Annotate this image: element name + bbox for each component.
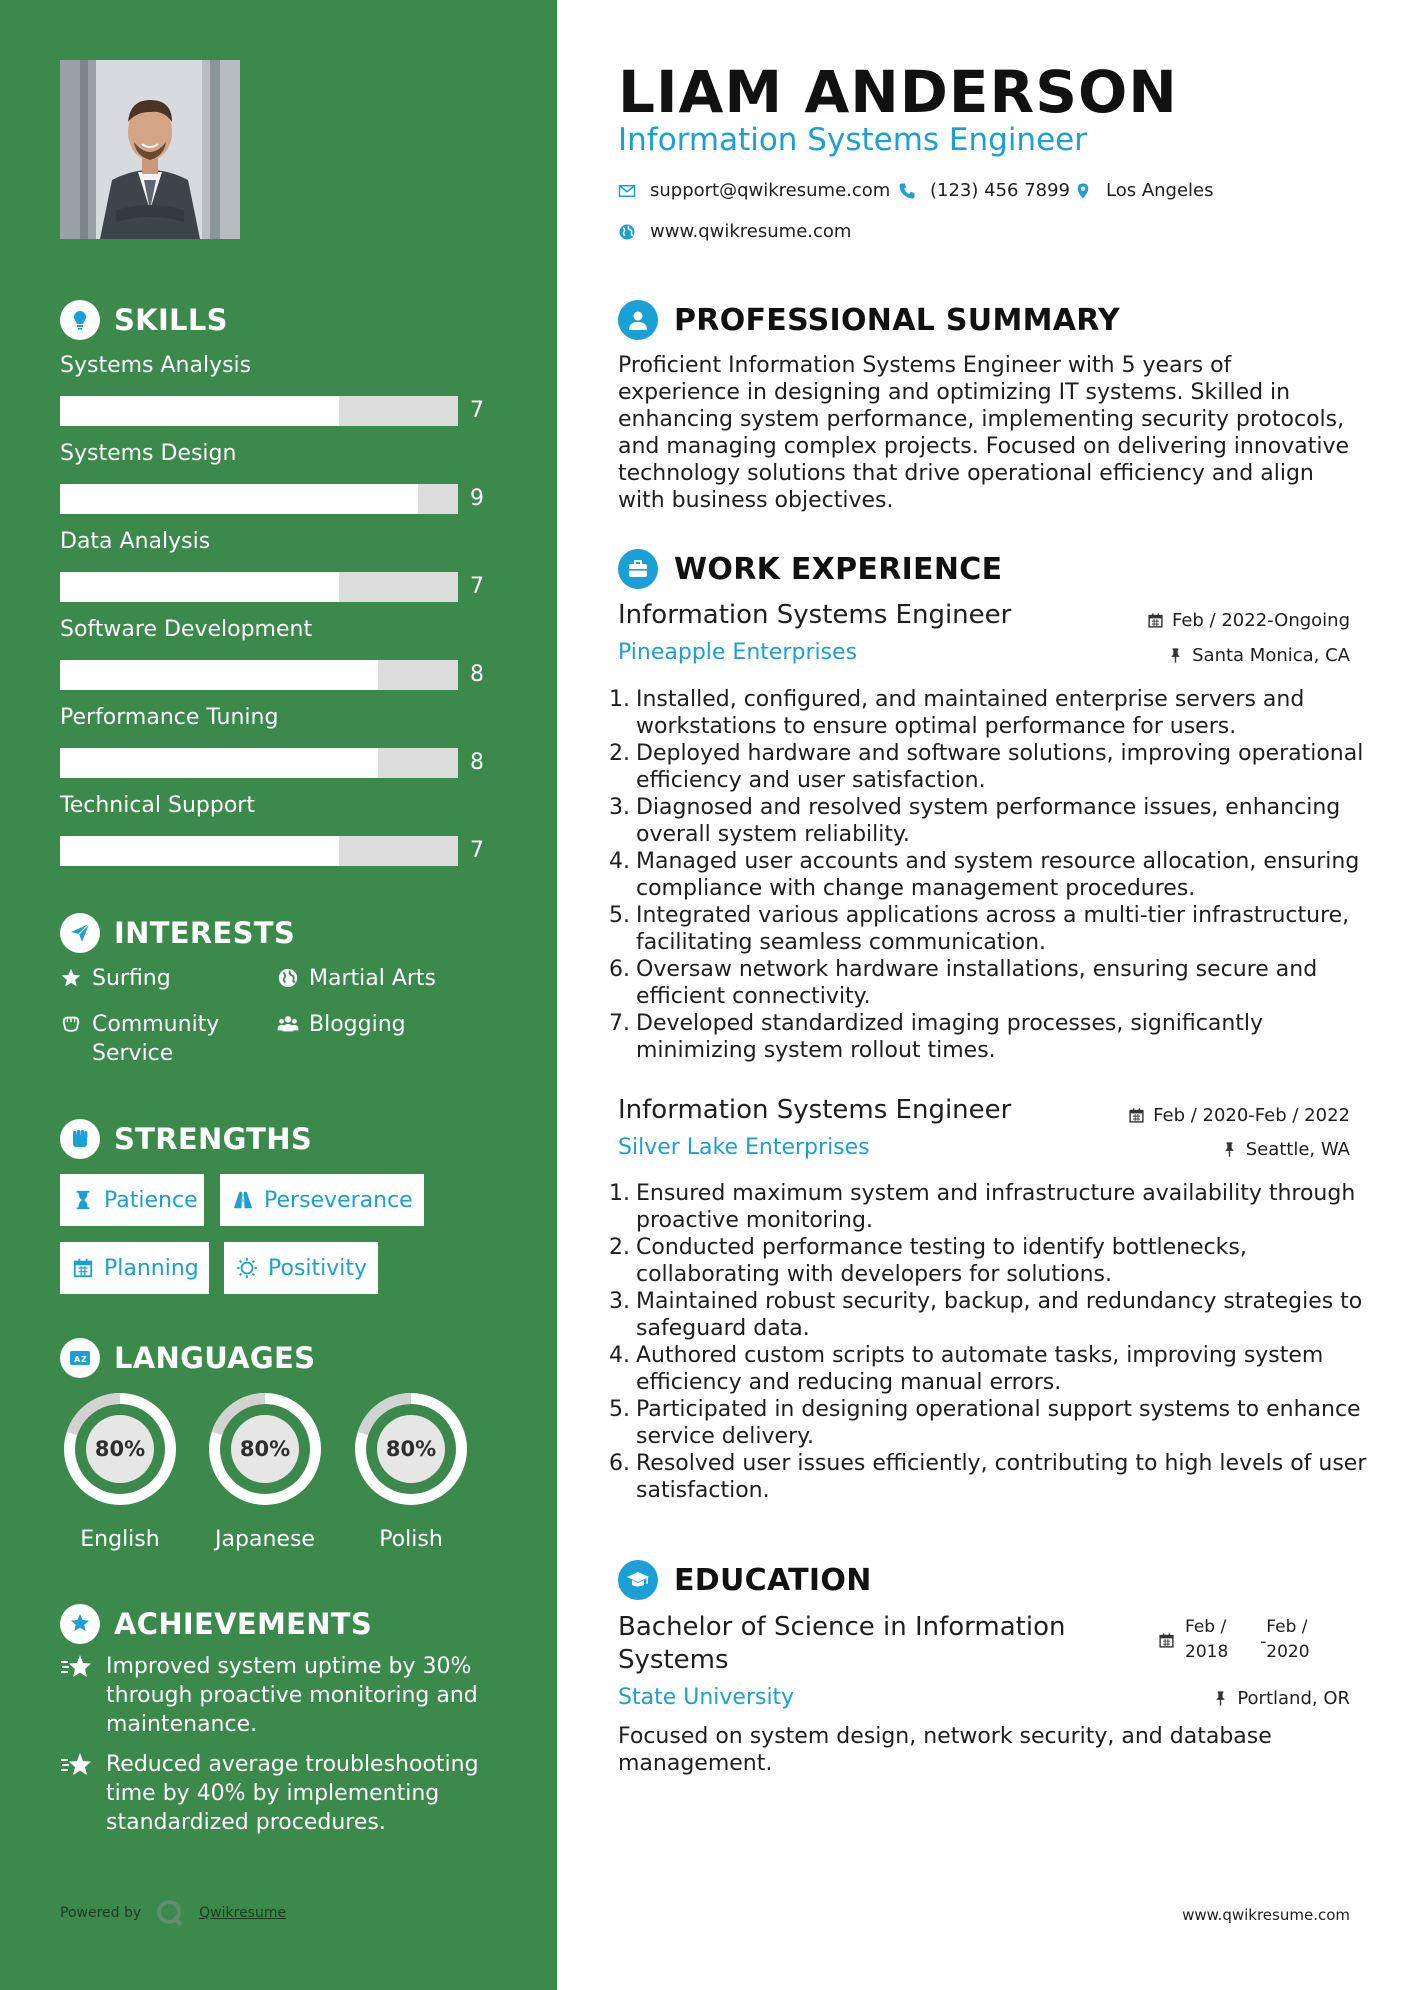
contact-website[interactable] [618,221,851,242]
skills-heading [60,300,228,340]
skills-title: SKILLS [114,303,228,337]
list-item: 5. Participated in designing operational support systems to enhance service delivery. [608,1396,1368,1450]
interest-item [277,1010,497,1039]
language-name: English [80,1527,160,1552]
bullet-text: Diagnosed and resolved system performance issues, enhancing overall system reliability. [636,795,1341,847]
job-dates-text: Feb / 2020-Feb / 2022 [1153,1105,1350,1126]
phone-text: (123) 456 7899 [930,180,1071,201]
language-item [203,1387,327,1552]
list-item: 3. Diagnosed and resolved system performance issues, enhancing overall system reliability. [608,794,1368,848]
qwikresume-logo-icon [155,1898,185,1928]
pushpin-icon [1212,1690,1229,1707]
star-icon [60,967,82,989]
briefcase-icon [618,549,658,589]
candidate-role: Information Systems Engineer [618,122,1087,158]
bullet-text: Deployed hardware and software solutions, improving operational efficiency and user satisfaction. [636,741,1364,793]
job-bullets [608,686,1368,1064]
job-dates [1147,610,1350,631]
strength-tag [60,1174,204,1226]
education-title: EDUCATION [674,1562,872,1598]
language-name: Japanese [215,1527,315,1552]
strengths-heading [60,1119,312,1159]
skill-item [60,614,500,690]
bullet-text: Maintained robust security, backup, and redundancy strategies to safeguard data. [636,1289,1363,1341]
bullet-text: Managed user accounts and system resource allocation, ensuring compliance with change management procedures. [636,849,1360,901]
phone-icon [898,182,916,200]
achievements-title: ACHIEVEMENTS [114,1607,373,1641]
contact-location [1074,180,1214,201]
skill-bar [60,484,500,514]
list-item: 1. Ensured maximum system and infrastructure availability through proactive monitoring. [608,1180,1368,1234]
bullet-text: Oversaw network hardware installations, ensuring secure and efficient connectivity. [636,957,1318,1009]
education-end [1260,1615,1310,1665]
strength-label: Patience [104,1187,198,1213]
website-text: www.qwikresume.com [650,221,852,242]
list-item: 3. Maintained robust security, backup, and redundancy strategies to safeguard data. [608,1288,1368,1342]
calendar-icon [72,1257,94,1279]
strength-tag [220,1174,424,1226]
job-location [1167,645,1350,666]
trophy-icon [60,1604,100,1644]
skill-level: 8 [470,750,484,775]
calendar-icon [1147,612,1164,629]
svg-text:Z: Z [81,1355,88,1364]
education-heading [618,1560,872,1600]
bullet-text: Conducted performance testing to identify bottlenecks, collaborating with developers for solutions. [636,1235,1247,1287]
bullet-text: Ensured maximum system and infrastructure availability through proactive monitoring. [636,1181,1356,1233]
job-location-text: Santa Monica, CA [1192,645,1350,666]
bullet-text: Participated in designing operational support systems to enhance service delivery. [636,1397,1361,1449]
qwikresume-link[interactable]: Qwikresume [199,1905,287,1921]
job-location-text: Seattle, WA [1245,1139,1350,1160]
skill-name: Data Analysis [60,529,211,554]
list-item: 7. Developed standardized imaging processes, significantly minimizing system rollout times. [608,1010,1368,1064]
strength-label: Perseverance [264,1187,413,1213]
language-percent: 80% [94,1437,146,1461]
email-text: support@qwikresume.com [650,180,891,201]
strength-label: Planning [104,1255,199,1281]
bullet-text: Resolved user issues efficiently, contributing to high levels of user satisfaction. [636,1451,1367,1503]
skill-item [60,350,500,426]
profile-photo-image [60,60,240,239]
location-text: Los Angeles [1106,180,1214,201]
list-item: 6. Resolved user issues efficiently, contributing to high levels of user satisfaction. [609,1451,1367,1503]
envelope-icon [618,182,636,200]
pushpin-icon [1167,647,1184,664]
education-start-year: 2018 [1185,1642,1229,1662]
skill-item [60,702,500,778]
skill-bar-fill [60,836,339,866]
hands-icon [60,1013,82,1035]
profile-photo [60,60,240,239]
list-item: 4. Authored custom scripts to automate tasks, improving system efficiency and reducing manual errors. [608,1342,1368,1396]
skill-name: Performance Tuning [60,705,279,730]
contact-email[interactable] [618,180,890,201]
skill-name: Systems Design [60,441,237,466]
footer-url[interactable]: www.qwikresume.com [1182,1906,1350,1924]
education-location-text: Portland, OR [1237,1688,1350,1709]
language-item [349,1387,473,1552]
languages-heading [60,1338,315,1378]
map-pin-icon [1074,182,1092,200]
powered-by-text: Powered by [60,1905,142,1921]
skill-item [60,526,500,602]
interest-item [60,1010,260,1068]
education-dates [1158,1615,1310,1665]
candidate-name: LIAM ANDERSON [618,58,1178,126]
calendar-icon [1128,1107,1145,1124]
summary-title: PROFESSIONAL SUMMARY [674,302,1121,338]
road-icon [232,1189,254,1211]
calendar-icon [1158,1632,1175,1649]
job-title: Information Systems Engineer [618,600,1012,630]
skill-item [60,790,500,866]
list-item: 6. Oversaw network hardware installations, ensuring secure and efficient connectivity. [608,956,1368,1010]
achievement-item [60,1750,490,1837]
school-name: State University [618,1685,795,1710]
list-item: 5. Integrated various applications across a multi-tier infrastructure, facilitating seamless communication. [608,902,1368,956]
interest-item [277,964,497,993]
sidebar [0,0,557,1990]
achievement-text: Improved system uptime by 30% through proactive monitoring and maintenance. [106,1654,478,1737]
job-title: Information Systems Engineer [618,1095,1012,1125]
users-icon [277,1013,299,1035]
summary-heading [618,300,1120,340]
skill-name: Technical Support [60,793,255,818]
list-item: 2. Deployed hardware and software solutions, improving operational efficiency and user satisfaction. [608,740,1368,794]
job-bullets [608,1180,1368,1504]
experience-title: WORK EXPERIENCE [674,551,1003,587]
education-description: Focused on system design, network security, and database management. [618,1724,1272,1776]
user-icon [618,300,658,340]
skill-bar-fill [60,660,378,690]
skill-bar [60,836,500,866]
skill-bar [60,396,500,426]
strengths-title: STRENGTHS [114,1122,313,1156]
pushpin-icon [1221,1141,1238,1158]
paper-plane-icon [60,913,100,953]
interest-item [60,964,260,993]
interest-label: Martial Arts [309,966,437,991]
list-item: 4. Managed user accounts and system resource allocation, ensuring compliance with change management procedures. [608,848,1368,902]
education-end-year: 2020 [1266,1642,1310,1662]
interest-label: Community Service [92,1012,220,1066]
svg-text:A: A [74,1355,81,1364]
education-location [1212,1688,1350,1709]
skill-level: 8 [470,662,484,687]
strength-tag [224,1242,378,1294]
job-location [1221,1139,1350,1160]
achievements-heading [60,1604,372,1644]
lightbulb-icon [60,300,100,340]
strength-label: Positivity [268,1255,368,1281]
strength-tag [60,1242,209,1294]
education-start [1185,1615,1228,1665]
experience-heading [618,549,1002,589]
education-end-month: Feb / [1266,1617,1308,1637]
degree-title: Bachelor of Science in Information Systems [618,1612,1066,1675]
skill-level: 9 [470,486,484,511]
education-date-dash: - [1260,1632,1267,1652]
sun-icon [236,1257,258,1279]
language-icon [60,1338,100,1378]
skill-level: 7 [470,838,484,863]
contact-phone[interactable] [898,180,1070,201]
fist-icon [60,1119,100,1159]
bullet-text: Developed standardized imaging processes, significantly minimizing system rollout times. [636,1011,1264,1063]
hourglass-icon [72,1189,94,1211]
interest-label: Surfing [92,966,171,991]
star-burst-icon [60,1654,94,1680]
bullet-text: Integrated various applications across a multi-tier infrastructure, facilitating seamless communication. [636,903,1350,955]
achievement-text: Reduced average troubleshooting time by 40% by implementing standardized procedures. [106,1752,479,1835]
job-company: Pineapple Enterprises [618,640,858,665]
languages-title: LANGUAGES [114,1341,316,1375]
graduation-cap-icon [618,1560,658,1600]
language-percent: 80% [385,1437,437,1461]
skill-bar [60,572,500,602]
summary-text: Proficient Information Systems Engineer with 5 years of experience in designing and optimizing IT systems. Skilled in enhancing system performance, implementing security protocols, and managing complex projects. Focused on delivering innovative technology solutions that drive operational efficiency and align with business objectives. [618,353,1350,513]
list-item: 2. Conducted performance testing to identify bottlenecks, collaborating with developers for solutions. [608,1234,1368,1288]
job-dates [1128,1105,1350,1126]
skill-bar-fill [60,484,418,514]
star-burst-icon [60,1752,94,1778]
interests-title: INTERESTS [114,916,296,950]
globe-icon [277,967,299,989]
skill-bar [60,748,500,778]
list-item: 1. Installed, configured, and maintained enterprise servers and workstations to ensure optimal performance for users. [608,686,1368,740]
education-start-month: Feb / [1185,1617,1227,1637]
interest-label: Blogging [309,1012,406,1037]
bullet-text: Installed, configured, and maintained enterprise servers and workstations to ensure optimal performance for users. [636,687,1305,739]
skill-item [60,438,500,514]
job-company: Silver Lake Enterprises [618,1135,870,1160]
skill-bar-fill [60,396,339,426]
globe-icon [618,223,636,241]
skill-level: 7 [470,574,484,599]
bullet-text: Authored custom scripts to automate tasks, improving system efficiency and reducing manual errors. [636,1343,1324,1395]
skill-bar-fill [60,748,378,778]
language-name: Polish [379,1527,443,1552]
skill-level: 7 [470,398,484,423]
powered-by [60,1898,286,1928]
skill-bar-fill [60,572,339,602]
interests-heading [60,913,295,953]
job-dates-text: Feb / 2022-Ongoing [1171,610,1350,631]
language-percent: 80% [239,1437,291,1461]
achievement-item [60,1652,490,1739]
skill-name: Software Development [60,617,313,642]
language-item [58,1387,182,1552]
skill-name: Systems Analysis [60,353,252,378]
skill-bar [60,660,500,690]
